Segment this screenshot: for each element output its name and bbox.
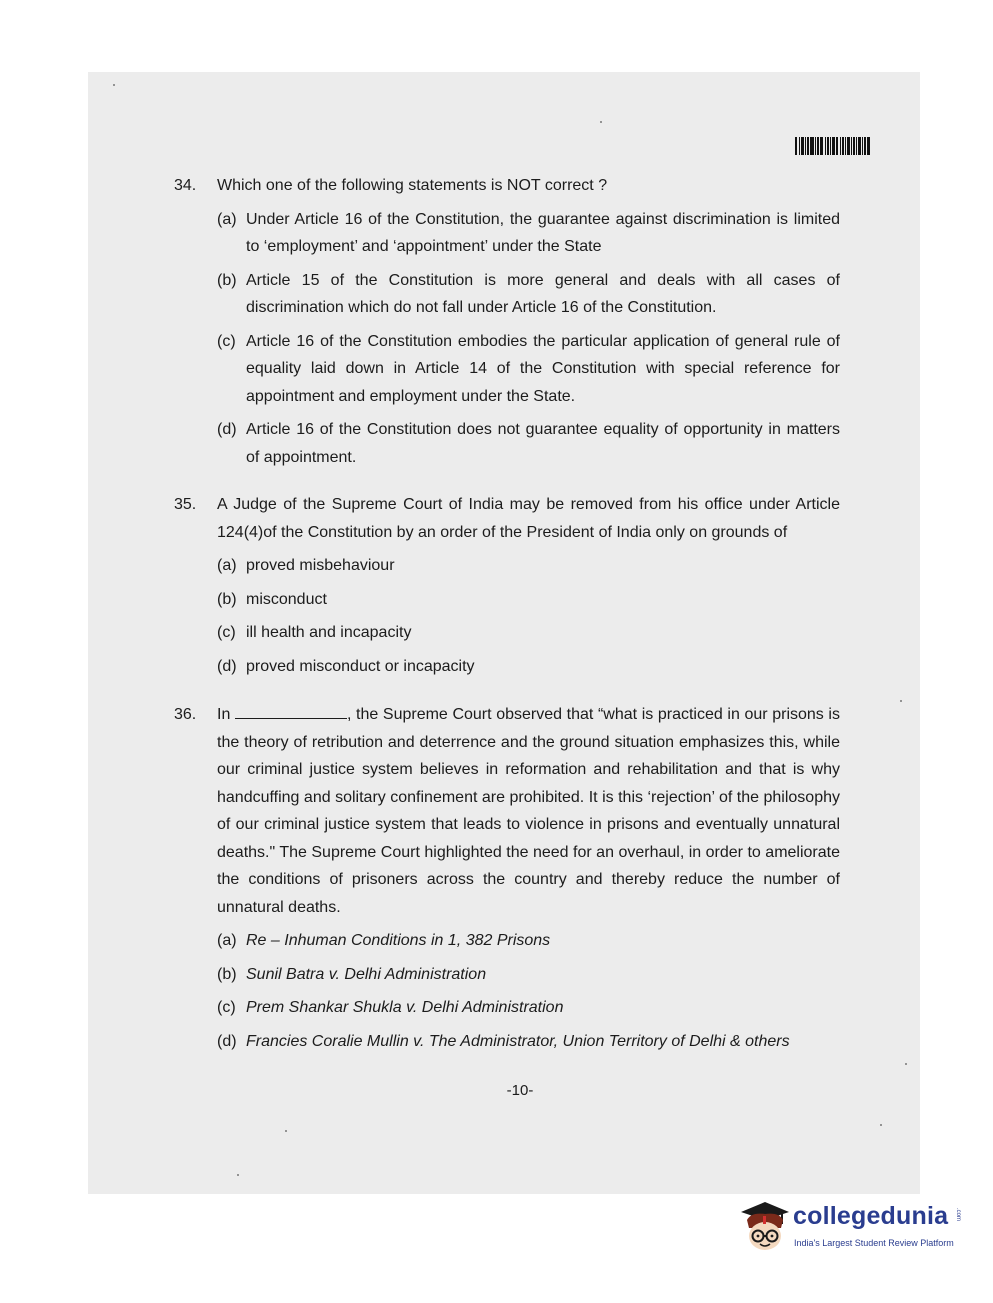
option-text: proved misbehaviour	[246, 557, 395, 574]
option-text: proved misconduct or incapacity	[246, 657, 475, 675]
option-text: Prem Shankar Shukla v. Delhi Administration	[246, 999, 564, 1016]
scan-speck	[285, 1130, 287, 1132]
brand-suffix: .com	[955, 1208, 961, 1222]
page-number: -10-	[506, 1082, 534, 1099]
student-mascot-icon	[737, 1198, 793, 1258]
question-number: 34.	[174, 177, 197, 194]
barcode-icon	[795, 137, 870, 155]
option-label: (d)	[217, 657, 237, 675]
stem-body: , the Supreme Court observed that “what is practiced in our prisons is the theory of retribution and deterrence and the ground situation emphasizes this, while our criminal justice system believes in reformation and rehabilitation and that is why handcuffing and solitary confinement are prohibited. It is this ‘rejection’ of the philosophy of our criminal justice system that leads to violence in prisons and eventually unnatural deaths." The Supreme Court highlighted the need for an overhaul, in order to ameliorate the conditions of prisoners across the country and thereby reduce the number of unnatural deaths.	[217, 706, 840, 916]
option-b	[217, 267, 840, 322]
option-label: (c)	[217, 332, 236, 350]
option-text: Article 15 of the Constitution is more general and deals with all cases of discrimination which do not fall under Article 16 of the Constitution.	[246, 271, 840, 316]
option-b	[217, 961, 840, 989]
option-c	[217, 619, 840, 647]
option-c	[217, 994, 840, 1022]
option-b	[217, 586, 840, 614]
brand-name: collegedunia	[793, 1202, 949, 1230]
option-text: Article 16 of the Constitution embodies the particular application of general rule of equality laid down in Article 14 of the Constitution with special reference for appointment and employment under the State.	[246, 332, 840, 405]
option-label: (b)	[217, 271, 237, 289]
scan-speck	[113, 84, 115, 86]
scan-speck	[600, 121, 602, 123]
option-label: (c)	[217, 999, 236, 1016]
option-label: (b)	[217, 590, 237, 608]
question-number: 35.	[174, 496, 197, 513]
option-d	[217, 1028, 840, 1056]
question-35	[174, 491, 840, 680]
option-a	[217, 927, 840, 955]
option-label: (b)	[217, 965, 237, 983]
option-a	[217, 552, 840, 580]
option-label: (a)	[217, 557, 237, 574]
scan-speck	[880, 1124, 882, 1126]
option-text: misconduct	[246, 590, 327, 608]
option-text: Francies Coralie Mullin v. The Administrator, Union Territory of Delhi & others	[246, 1032, 790, 1050]
option-text: Under Article 16 of the Constitution, the guarantee against discrimination is limited to ‘employment’ and ‘appointment’ under the State	[246, 210, 840, 255]
option-label: (a)	[217, 932, 237, 949]
option-label: (d)	[217, 1032, 237, 1050]
question-number: 36.	[174, 706, 197, 723]
question-36	[174, 701, 840, 1055]
option-text: Article 16 of the Constitution does not guarantee equality of opportunity in matters of appointment.	[246, 421, 840, 466]
option-label: (a)	[217, 210, 237, 228]
option-text: Re – Inhuman Conditions in 1, 382 Prisons	[246, 932, 551, 949]
option-d	[217, 653, 840, 681]
scan-speck	[905, 1063, 907, 1065]
option-text: ill health and incapacity	[246, 624, 412, 641]
question-stem: A Judge of the Supreme Court of India may be removed from his office under Article 124(4)of the Constitution by an order of the President of India only on grounds of	[217, 496, 840, 541]
question-stem: Which one of the following statements is NOT correct ?	[217, 177, 608, 194]
question-stem	[217, 701, 840, 921]
collegedunia-logo	[737, 1198, 959, 1260]
option-a	[217, 206, 840, 261]
option-label: (c)	[217, 624, 236, 641]
option-c	[217, 328, 840, 411]
option-label: (d)	[217, 421, 237, 438]
scan-speck	[237, 1174, 239, 1176]
stem-lead: In	[217, 706, 231, 723]
answer-blank	[235, 702, 347, 719]
option-text: Sunil Batra v. Delhi Administration	[246, 965, 487, 983]
question-34	[174, 172, 840, 471]
brand-tagline: India's Largest Student Review Platform	[794, 1238, 954, 1248]
scan-speck	[900, 700, 902, 702]
option-d	[217, 416, 840, 471]
